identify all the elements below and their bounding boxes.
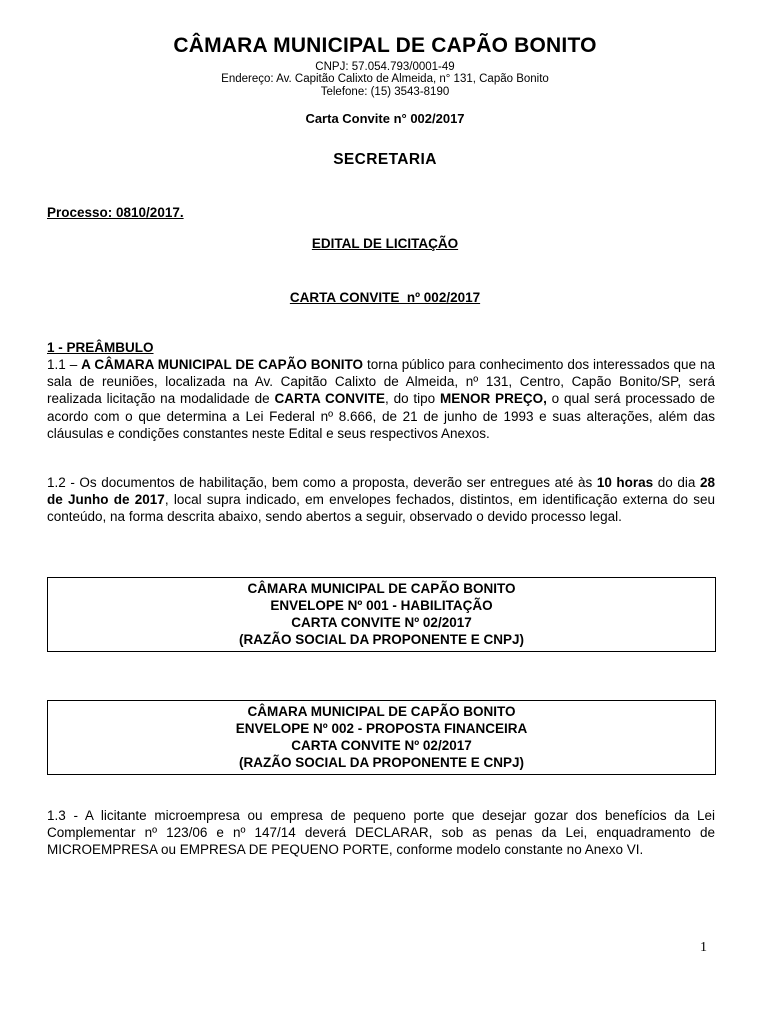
address-line: Endereço: Av. Capitão Calixto de Almeida, n° 131, Capão Bonito — [221, 73, 549, 85]
paragraph-1-1 — [47, 356, 715, 442]
p11-bold-menor-preco: MENOR PREÇO, — [440, 391, 547, 407]
envelope-2-line-4: (RAZÃO SOCIAL DA PROPONENTE E CNPJ) — [238, 755, 525, 770]
p11-bold-carta: CARTA CONVITE — [274, 391, 386, 407]
envelope-box-habilitacao — [47, 577, 716, 652]
envelope-1-line-2: ENVELOPE Nº 001 - HABILITAÇÃO — [270, 598, 493, 613]
department-heading: SECRETARIA — [333, 151, 437, 168]
cnpj-line: CNPJ: 57.054.793/0001-49 — [315, 61, 455, 73]
carta-convite-header: Carta Convite n° 002/2017 — [305, 111, 465, 126]
p11-text-a: 1.1 – — [47, 357, 82, 372]
envelope-1-line-4: (RAZÃO SOCIAL DA PROPONENTE E CNPJ) — [238, 632, 525, 647]
p12-bold-hour: 10 horas — [596, 475, 654, 490]
envelope-box-proposta — [47, 700, 716, 775]
preambulo-heading: 1 - PREÂMBULO — [47, 340, 154, 355]
phone-line: Telefone: (15) 3543-8190 — [320, 86, 450, 98]
carta-convite-title: CARTA CONVITE nº 002/2017 — [289, 290, 481, 305]
processo-number: Processo: 0810/2017. — [47, 205, 184, 220]
envelope-2-line-3: CARTA CONVITE Nº 02/2017 — [291, 738, 472, 753]
p11-bold-camara: A CÂMARA MUNICIPAL DE CAPÃO BONITO — [81, 357, 364, 372]
edital-title: EDITAL DE LICITAÇÃO — [311, 236, 459, 251]
envelope-1-line-1: CÂMARA MUNICIPAL DE CAPÃO BONITO — [247, 581, 516, 596]
p11-text-g: o qual será processado de acordo com o que determina a Lei Federal nº 8.666, de 21 de junho de 1993 e suas alterações, além das cláusulas e condições constantes neste Edital e seus respectivos Anexos. — [47, 391, 715, 441]
page-number: 1 — [700, 940, 707, 955]
p12-text-a: 1.2 - Os documentos de habilitação, bem como a proposta, deverão ser entregues até às — [47, 475, 597, 490]
envelope-1-line-3: CARTA CONVITE Nº 02/2017 — [291, 615, 472, 630]
envelope-2-line-2: ENVELOPE Nº 002 - PROPOSTA FINANCEIRA — [235, 721, 528, 736]
p11-text-e: , do tipo — [385, 391, 440, 407]
p12-text-e: , local supra indicado, em envelopes fechados, distintos, em identificação externa do seu conteúdo, na forma descrita abaixo, sendo abertos a seguir, observado o devido processo legal. — [47, 492, 715, 525]
envelope-2-line-1: CÂMARA MUNICIPAL DE CAPÃO BONITO — [247, 704, 516, 719]
paragraph-1-2 — [47, 474, 715, 526]
p12-text-c: do dia — [653, 475, 700, 490]
p12-bold-date: 28 de Junho de 2017 — [47, 475, 716, 508]
p11-text-c: torna público para conhecimento dos interessados que na sala de reuniões, localizada na Av. Capitão Calixto de Almeida, nº 131, Centro, Capão Bonito/SP, será realizada licitação na modalidade de — [47, 357, 715, 407]
document-title: CÂMARA MUNICIPAL DE CAPÃO BONITO — [173, 34, 597, 57]
paragraph-1-3: 1.3 - A licitante microempresa ou empresa de pequeno porte que desejar gozar dos benefícios da Lei Complementar nº 123/06 e nº 147/14 deverá DECLARAR, sob as penas da Lei, enquadramento de MICROEMPRESA ou EMPRESA DE PEQUENO PORTE, conforme modelo constante no Anexo VI. — [47, 808, 715, 858]
